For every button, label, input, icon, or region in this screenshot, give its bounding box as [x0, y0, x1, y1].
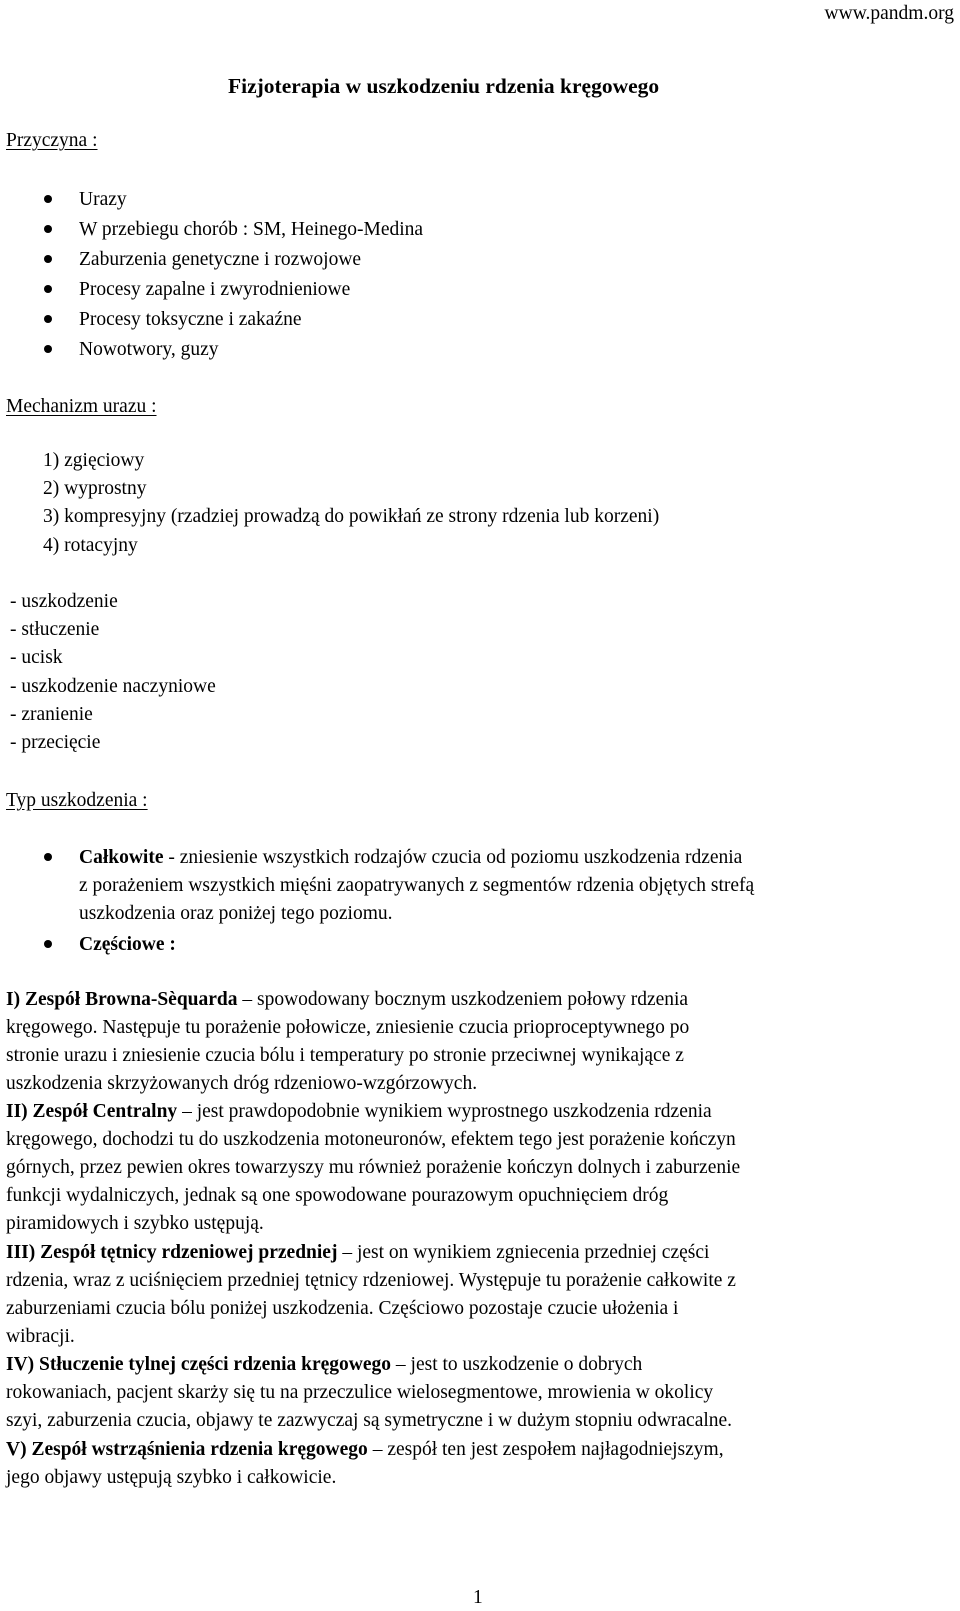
section-heading-przyczyna: Przyczyna :	[6, 130, 98, 151]
bullet-icon	[44, 195, 52, 203]
paragraph-line: funkcji wydalniczych, jednak są one spowodowane pourazowym opuchnięciem dróg	[6, 1185, 669, 1206]
bullet-icon	[44, 853, 52, 861]
dash-item: - przecięcie	[10, 732, 101, 753]
bullet-icon	[44, 940, 52, 948]
paragraph-line: III) Zespół tętnicy rdzeniowej przedniej – jest on wynikiem zgniecenia przedniej części	[6, 1242, 710, 1263]
paragraph-line: wibracji.	[6, 1326, 75, 1347]
header-url: www.pandm.org	[824, 3, 954, 24]
page-number: 1	[473, 1587, 483, 1608]
term-calkowite: Całkowite	[79, 847, 164, 868]
list-item: Zaburzenia genetyczne i rozwojowe	[79, 249, 362, 270]
page-title: Fizjoterapia w uszkodzeniu rdzenia kręgowego	[228, 74, 660, 98]
list-item: 4) rotacyjny	[43, 535, 138, 556]
section-heading-typ: Typ uszkodzenia :	[6, 790, 148, 811]
definition-text: - zniesienie wszystkich rodzajów czucia od poziomu uszkodzenia rdzenia	[163, 847, 743, 868]
bullet-icon	[44, 285, 52, 293]
paragraph-line: rdzenia, wraz z uciśnięciem przedniej tętnicy rdzeniowej. Występuje tu porażenie całkowite z	[6, 1270, 736, 1291]
list-item-czesciowe	[79, 930, 176, 959]
dash-item: - zranienie	[10, 704, 93, 725]
section-label: I) Zespół Browna-Sèquarda	[6, 989, 238, 1010]
list-item: Procesy zapalne i zwyrodnieniowe	[79, 279, 351, 300]
section-label: IV) Stłuczenie tylnej części rdzenia kręgowego	[6, 1354, 392, 1375]
paragraph-line: kręgowego. Następuje tu porażenie połowicze, zniesienie czucia prioproceptywnego po	[6, 1017, 690, 1038]
list-item: Urazy	[79, 189, 127, 210]
term-czesciowe: Częściowe :	[79, 934, 176, 955]
list-item: 3) kompresyjny (rzadziej prowadzą do powikłań ze strony rdzenia lub korzeni)	[43, 506, 660, 527]
paragraph-line: V) Zespół wstrząśnienia rdzenia kręgowego – zespół ten jest zespołem najłagodniejszym,	[6, 1439, 724, 1460]
bullet-icon	[44, 225, 52, 233]
dash-item: - uszkodzenie	[10, 591, 118, 612]
bullet-icon	[44, 315, 52, 323]
list-item-calkowite	[79, 843, 742, 872]
list-item: 2) wyprostny	[43, 478, 147, 499]
paragraph-line: zaburzeniami czucia bólu poniżej uszkodzenia. Częściowo pozostaje czucie ułożenia i	[6, 1298, 679, 1319]
paragraph-line: kręgowego, dochodzi tu do uszkodzenia motoneuronów, efektem tego jest porażenie kończyn	[6, 1129, 736, 1150]
paragraph-line: IV) Stłuczenie tylnej części rdzenia kręgowego – jest to uszkodzenie o dobrych	[6, 1354, 643, 1375]
dash-item: - ucisk	[10, 647, 63, 668]
list-item: Nowotwory, guzy	[79, 339, 219, 360]
paragraph-line: uszkodzenia skrzyżowanych dróg rdzeniowo-wzgórzowych.	[6, 1073, 478, 1094]
section-label: II) Zespół Centralny	[6, 1101, 178, 1122]
paragraph-line: górnych, przez pewien okres towarzyszy mu również porażenie kończyn dolnych i zaburzenie	[6, 1157, 741, 1178]
paragraph-line: szyi, zaburzenia czucia, objawy te zazwyczaj są symetryczne i w dużym stopniu odwracalne.	[6, 1410, 733, 1431]
section-heading-mechanizm: Mechanizm urazu :	[6, 396, 157, 417]
definition-text: uszkodzenia oraz poniżej tego poziomu.	[79, 903, 393, 924]
dash-item: - stłuczenie	[10, 619, 100, 640]
bullet-icon	[44, 345, 52, 353]
section-label: III) Zespół tętnicy rdzeniowej przedniej	[6, 1242, 338, 1263]
list-item: 1) zgięciowy	[43, 450, 145, 471]
section-label: V) Zespół wstrząśnienia rdzenia kręgowego	[6, 1439, 368, 1460]
paragraph-line: II) Zespół Centralny – jest prawdopodobnie wynikiem wyprostnego uszkodzenia rdzenia	[6, 1101, 712, 1122]
paragraph-line: rokowaniach, pacjent skarży się tu na przeczulice wielosegmentowe, mrowienia w okolicy	[6, 1382, 714, 1403]
paragraph-line: piramidowych i szybko ustępują.	[6, 1213, 264, 1234]
list-item: Procesy toksyczne i zakaźne	[79, 309, 302, 330]
paragraph-line: jego objawy ustępują szybko i całkowicie.	[6, 1467, 337, 1488]
paragraph-line: stronie urazu i zniesienie czucia bólu i temperatury po stronie przeciwnej wynikające z	[6, 1045, 684, 1066]
list-item: W przebiegu chorób : SM, Heinego-Medina	[79, 219, 424, 240]
bullet-icon	[44, 255, 52, 263]
definition-text: z porażeniem wszystkich mięśni zaopatrywanych z segmentów rdzenia objętych strefą	[79, 875, 755, 896]
paragraph-line: I) Zespół Browna-Sèquarda – spowodowany bocznym uszkodzeniem połowy rdzenia	[6, 989, 689, 1010]
dash-item: - uszkodzenie naczyniowe	[10, 676, 216, 697]
